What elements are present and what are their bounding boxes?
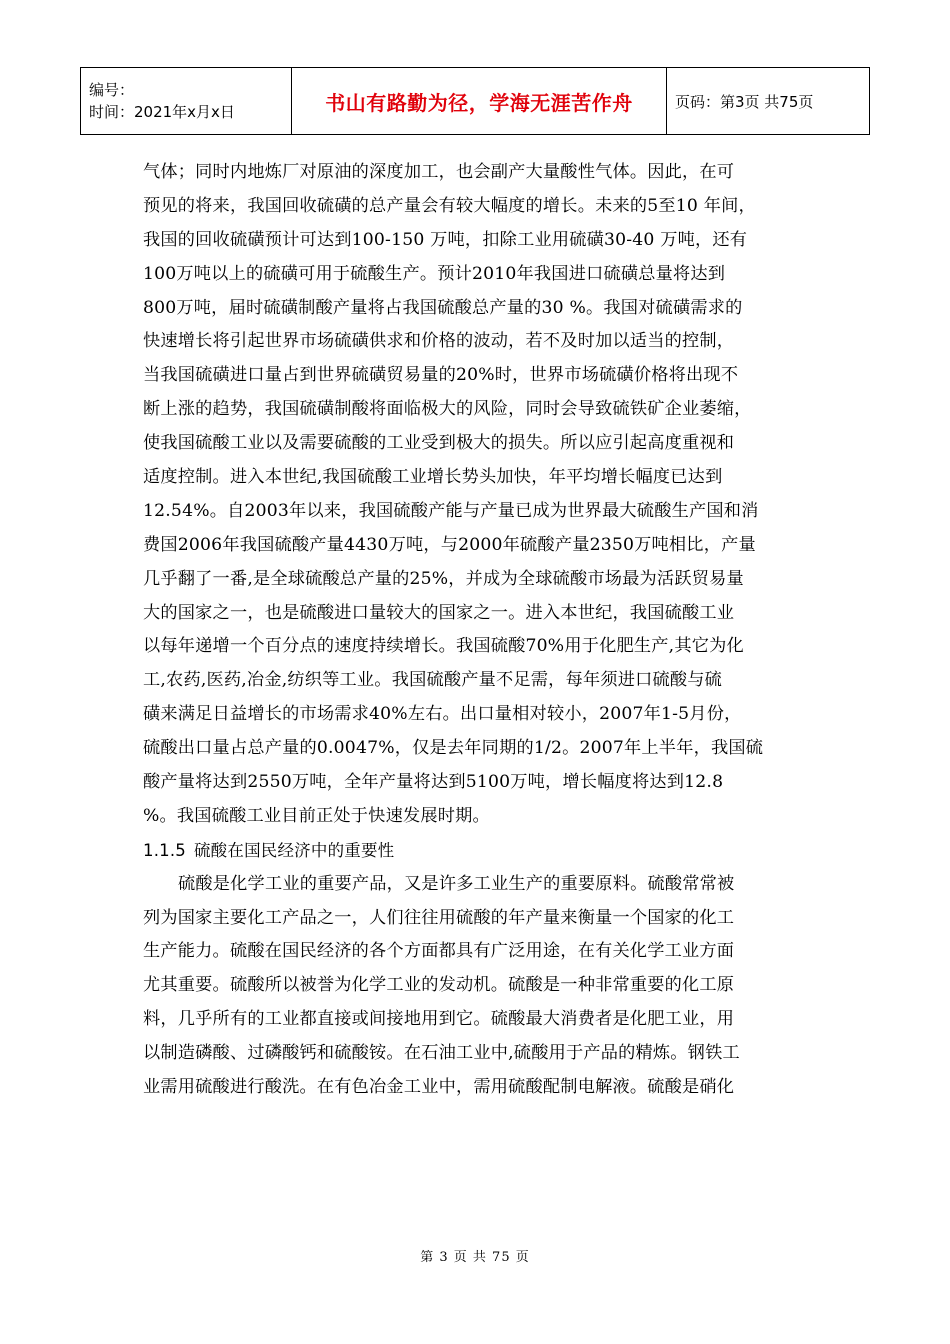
body-line: 尤其重要。硫酸所以被誉为化学工业的发动机。硫酸是一种非常重要的化工原	[143, 975, 735, 996]
body-line: 生产能力。硫酸在国民经济的各个方面都具有广泛用途，在有关化学工业方面	[143, 941, 735, 962]
body-line: 气体；同时内地炼厂对原油的深度加工，也会副产大量酸性气体。因此，在可	[143, 162, 735, 182]
body-line: 大的国家之一，也是硫酸进口量较大的国家之一。进入本世纪，我国硫酸工业	[143, 602, 735, 623]
page-info: 页码：第3页 共75页	[667, 68, 870, 135]
body-line: 列为国家主要化工产品之一，人们往往用硫酸的年产量来衡量一个国家的化工	[143, 907, 735, 928]
header-row	[81, 68, 870, 135]
document-body	[143, 156, 808, 1105]
body-line: 预见的将来，我国回收硫磺的总产量会有较大幅度的增长。未来的5至10 年间，	[143, 195, 756, 216]
body-line: 快速增长将引起世界市场硫磺供求和价格的波动，若不及时加以适当的控制，	[143, 331, 735, 352]
body-line: 业需用硫酸进行酸洗。在有色冶金工业中，需用硫酸配制电解液。硫酸是硝化	[143, 1077, 735, 1098]
date-label: 时间：2021年x月x日	[89, 103, 235, 121]
page-footer: 第 3 页 共 75 页	[420, 1250, 530, 1265]
body-line: 当我国硫磺进口量占到世界硫磺贸易量的20%时，世界市场硫磺价格将出现不	[143, 365, 739, 386]
header-meta-cell	[81, 68, 292, 135]
body-line: 12.54%。自2003年以来，我国硫酸产能与产量已成为世界最大硫酸生产国和消	[143, 500, 759, 521]
body-line: 断上涨的趋势，我国硫磺制酸将面临极大的风险，同时会导致硫铁矿企业萎缩，	[143, 399, 752, 420]
body-line: 几乎翻了一番,是全球硫酸总产量的25%，并成为全球硫酸市场最为活跃贸易量	[143, 568, 744, 589]
body-line: 以制造磷酸、过磷酸钙和硫酸铵。在石油工业中,硫酸用于产品的精炼。钢铁工	[143, 1043, 740, 1064]
body-line: 以每年递增一个百分点的速度持续增长。我国硫酸70%用于化肥生产,其它为化	[143, 636, 744, 657]
body-line: 我国的回收硫磺预计可达到100-150 万吨，扣除工业用硫磺30-40 万吨，还有	[143, 229, 748, 250]
body-line: 料，几乎所有的工业都直接或间接地用到它。硫酸最大消费者是化肥工业，用	[143, 1009, 735, 1030]
body-line: 磺来满足日益增长的市场需求40%左右。出口量相对较小，2007年1-5月份，	[143, 704, 742, 725]
body-line: 100万吨以上的硫磺可用于硫酸生产。预计2010年我国进口硫磺总量将达到	[143, 263, 726, 284]
body-line: 使我国硫酸工业以及需要硫酸的工业受到极大的损失。所以应引起高度重视和	[143, 433, 735, 454]
section-heading	[143, 834, 808, 868]
body-line: 硫酸出口量占总产量的0.0047%，仅是去年同期的1/2。2007年上半年，我国硫	[143, 738, 764, 759]
motto: 书山有路勤为径，学海无涯苦作舟	[292, 68, 667, 135]
body-line: 工,农药,医药,冶金,纺织等工业。我国硫酸产量不足需，每年须进口硫酸与硫	[143, 670, 723, 691]
body-line: 适度控制。进入本世纪,我国硫酸工业增长势头加快，年平均增长幅度已达到	[143, 467, 723, 488]
body-line: %。我国硫酸工业目前正处于快速发展时期。	[143, 805, 490, 826]
section-number: 1.1.5	[143, 840, 186, 860]
body-line: 硫酸是化学工业的重要产品，又是许多工业生产的重要原料。硫酸常常被	[178, 873, 735, 894]
header-table	[80, 67, 870, 135]
body-line: 酸产量将达到2550万吨，全年产量将达到5100万吨，增长幅度将达到12.8	[143, 772, 724, 793]
number-label: 编号：	[89, 81, 135, 99]
body-line: 费国2006年我国硫酸产量4430万吨，与2000年硫酸产量2350万吨相比，产量	[143, 534, 756, 555]
body-line: 800万吨，届时硫磺制酸产量将占我国硫酸总产量的30 %。我国对硫磺需求的	[143, 297, 743, 318]
section-title: 硫酸在国民经济中的重要性	[193, 840, 395, 860]
